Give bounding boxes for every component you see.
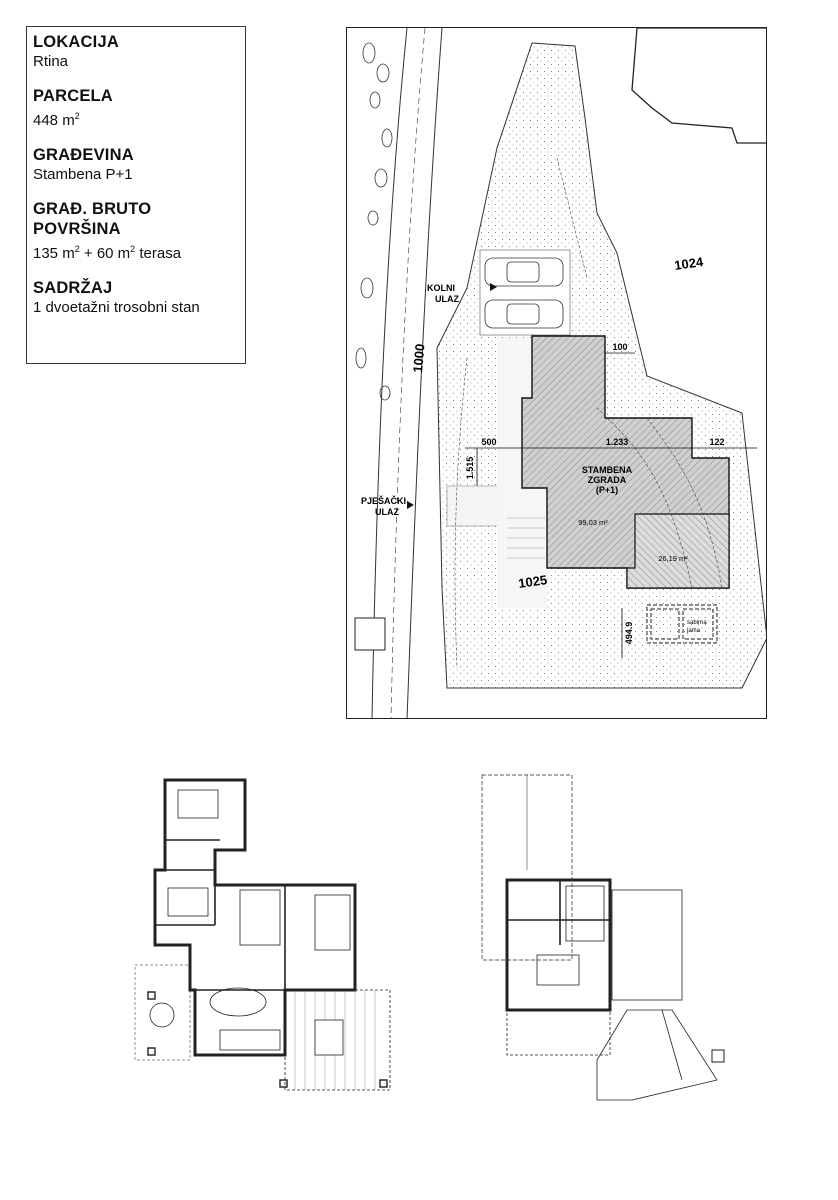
parcel-block bbox=[33, 86, 239, 131]
column-1 bbox=[148, 992, 155, 999]
ground-floor-plan bbox=[120, 770, 420, 1110]
dim-500: 500 bbox=[481, 437, 497, 447]
roof-terrace bbox=[612, 890, 682, 1000]
building-label-3: (P+1) bbox=[595, 485, 619, 495]
road bbox=[372, 28, 442, 719]
dim-4949: 494.9 bbox=[624, 621, 634, 645]
content-value: 1 dvoetažni trosobni stan bbox=[33, 299, 200, 316]
balcony bbox=[507, 1010, 610, 1055]
area-value-c: terasa bbox=[135, 245, 182, 262]
septic-label-2: jama bbox=[687, 628, 701, 634]
vehicle-entry-label-1: KOLNI bbox=[427, 283, 455, 293]
utility-box bbox=[355, 618, 385, 650]
area-block bbox=[33, 199, 239, 264]
area-value-a: 135 m bbox=[33, 245, 75, 262]
pedestrian-entry-arrow bbox=[407, 501, 414, 509]
outdoor-table bbox=[315, 1020, 343, 1055]
chimney bbox=[712, 1050, 724, 1062]
left-patio bbox=[135, 965, 190, 1060]
dim-122: 122 bbox=[709, 437, 725, 447]
location-label: LOKACIJA bbox=[33, 33, 119, 51]
parcel-label: PARCELA bbox=[33, 87, 113, 105]
parcel-value-text: 448 m bbox=[33, 112, 75, 129]
stair-1 bbox=[240, 890, 280, 945]
content-block bbox=[33, 278, 239, 318]
area-value bbox=[33, 239, 239, 264]
pedestrian-entry-label-2: ULAZ bbox=[375, 507, 399, 517]
dim-1233: 1.233 bbox=[605, 437, 629, 447]
dining-table bbox=[210, 988, 266, 1016]
upper-floor-outline bbox=[507, 880, 610, 1010]
area-value-b: + 60 m bbox=[79, 245, 131, 262]
upper-bed bbox=[537, 955, 579, 985]
label-1000: 1000 bbox=[410, 343, 428, 374]
area-main-label: 99,03 m² bbox=[578, 518, 608, 527]
column-4 bbox=[380, 1080, 387, 1087]
parcel-value-sup: 2 bbox=[74, 111, 80, 121]
dim-1515: 1.515 bbox=[465, 456, 475, 480]
lower-roof bbox=[597, 1010, 717, 1100]
vehicle-entry-label-2: ULAZ bbox=[435, 294, 459, 304]
building-value: Stambena P+1 bbox=[33, 166, 133, 183]
patio-table bbox=[150, 1003, 174, 1027]
vegetation bbox=[356, 43, 392, 400]
kitchen-counter bbox=[220, 1030, 280, 1050]
content-label: SADRŽAJ bbox=[33, 279, 113, 297]
sofa bbox=[315, 895, 350, 950]
building-label-1: STAMBENA bbox=[581, 465, 633, 475]
dim-100: 100 bbox=[612, 342, 628, 352]
site-plan bbox=[346, 27, 767, 719]
column-3 bbox=[280, 1080, 287, 1087]
upper-floor-drawing bbox=[462, 770, 762, 1110]
location-block bbox=[33, 32, 239, 72]
parcel-value bbox=[33, 106, 239, 131]
building-block bbox=[33, 145, 239, 185]
column-2 bbox=[148, 1048, 155, 1055]
location-value: Rtina bbox=[33, 53, 69, 70]
project-info-box bbox=[26, 26, 246, 364]
upper-floor-plan bbox=[462, 770, 762, 1110]
terrace-footprint bbox=[627, 514, 729, 588]
bed-2 bbox=[168, 888, 208, 916]
neighbor-building bbox=[632, 28, 767, 143]
septic-label-1: sabirna bbox=[687, 620, 707, 626]
area-sup-a: 2 bbox=[74, 244, 80, 254]
ground-floor-drawing bbox=[120, 770, 420, 1110]
ground-floor-walls bbox=[155, 840, 285, 990]
label-1025: 1025 bbox=[517, 572, 549, 591]
building-label: GRAĐEVINA bbox=[33, 146, 134, 164]
building-label-2: ZGRADA bbox=[587, 475, 627, 485]
car-1 bbox=[485, 258, 563, 286]
pedestrian-entry-label-1: PJEŠAČKI bbox=[361, 496, 407, 506]
area-sup-b: 2 bbox=[130, 244, 136, 254]
upper-floor-walls bbox=[507, 880, 610, 945]
bed-1 bbox=[178, 790, 218, 818]
label-1024: 1024 bbox=[673, 254, 705, 273]
site-plan-drawing bbox=[347, 28, 767, 719]
car-2 bbox=[485, 300, 563, 328]
area-label: GRAĐ. BRUTO POVRŠINA bbox=[33, 200, 152, 238]
area-terrace-label: 26,19 m² bbox=[658, 554, 688, 563]
